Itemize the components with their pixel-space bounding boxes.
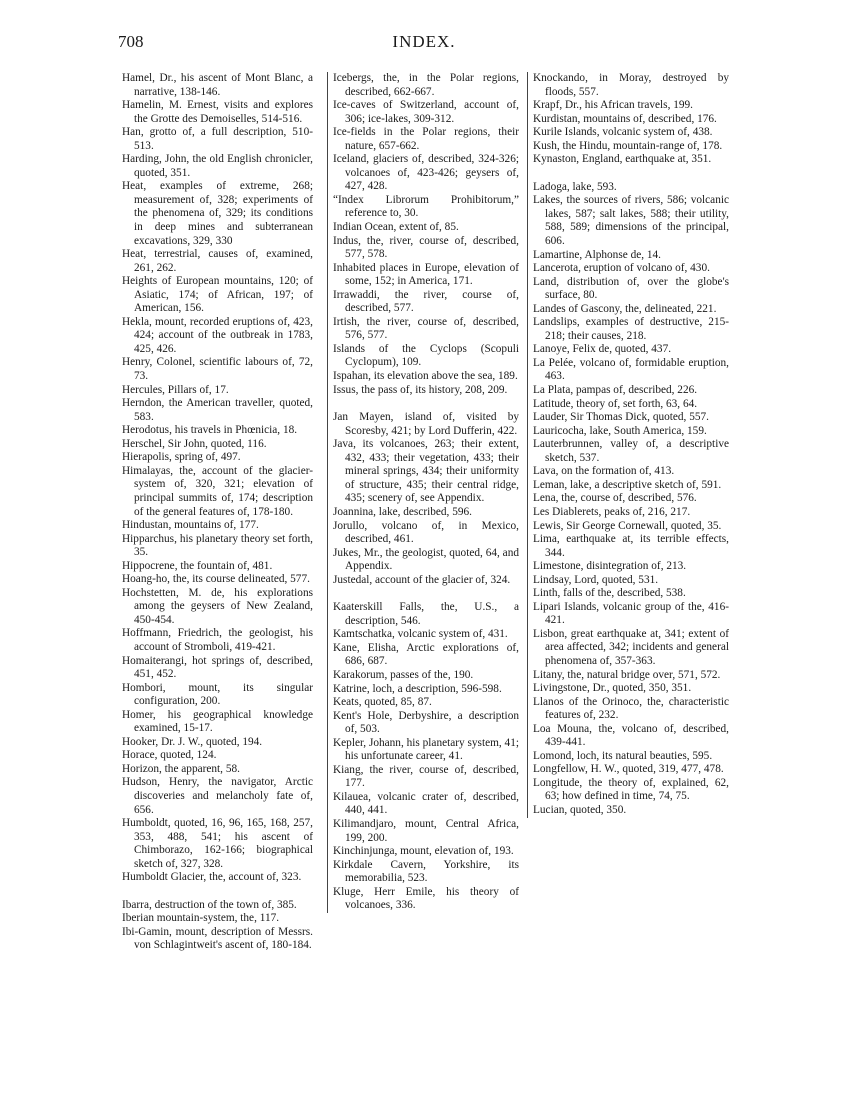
index-entry: Longfellow, H. W., quoted, 319, 477, 478. xyxy=(533,763,724,776)
index-entry: Indus, the, river, course of, described, 577, 578. xyxy=(333,234,519,261)
index-entry: Lewis, Sir George Cornewall, quoted, 35. xyxy=(533,519,722,532)
index-entry: Karakorum, passes of the, 190. xyxy=(333,668,474,681)
index-entry: Landslips, examples of destructive, 215-218; their causes, 218. xyxy=(533,316,729,342)
index-entry: Hamel, Dr., his ascent of Mont Blanc, a narrative, 138-146. xyxy=(122,72,313,98)
index-entry: Katrine, loch, a description, 596-598. xyxy=(333,682,502,695)
index-entry: Herndon, the American traveller, quoted, 583. xyxy=(122,397,313,423)
index-entry: Keats, quoted, 85, 87. xyxy=(333,696,432,709)
index-entry: Kirkdale Cavern, Yorkshire, its memorabilia, 523. xyxy=(333,858,519,885)
index-entry: Hombori, mount, its singular configuration, 200. xyxy=(122,681,313,708)
index-entry: Heat, terrestrial, causes of, examined, 261, 262. xyxy=(122,248,313,274)
index-column-3 xyxy=(527,72,729,818)
index-entry: Lomond, loch, its natural beauties, 595. xyxy=(533,749,713,762)
index-entry: Herodotus, his travels in Phœnicia, 18. xyxy=(122,424,298,437)
index-entry: Livingstone, Dr., quoted, 350, 351. xyxy=(533,682,692,695)
index-entry: Limestone, disintegration of, 213. xyxy=(533,560,687,573)
index-entry: Harding, John, the old English chronicler, quoted, 351. xyxy=(122,153,313,179)
index-entry: Hoffmann, Friedrich, the geologist, his account of Stromboli, 419-421. xyxy=(122,627,313,653)
index-entry: Hoang-ho, the, its course delineated, 577. xyxy=(122,573,310,586)
index-entry: Kane, Elisha, Arctic explorations of, 686, 687. xyxy=(333,641,519,668)
index-entry: Hudson, Henry, the navigator, Arctic discoveries and melancholy fate of, 656. xyxy=(122,776,313,816)
index-entry: La Pelée, volcano of, formidable eruption, 463. xyxy=(533,356,729,383)
index-entry: Lava, on the formation of, 413. xyxy=(533,465,675,478)
index-entry: Ladoga, lake, 593. xyxy=(533,180,617,193)
index-entry: Himalayas, the, account of the glacier-system of, 320, 321; elevation of principal summits of, 174; description of the general features of, 178-180. xyxy=(122,464,313,518)
index-entry: Longitude, the theory of, explained, 62, 63; how defined in time, 74, 75. xyxy=(533,776,729,803)
index-entry: Hippocrene, the fountain of, 481. xyxy=(122,559,273,572)
index-entry: Herschel, Sir John, quoted, 116. xyxy=(122,437,267,450)
index-entry: Irtish, the river, course of, described, 576, 577. xyxy=(333,315,519,342)
index-entry: Ibarra, destruction of the town of, 385. xyxy=(122,898,297,911)
index-entry: Horizon, the apparent, 58. xyxy=(122,762,240,775)
index-entry: Lauder, Sir Thomas Dick, quoted, 557. xyxy=(533,411,709,424)
index-entry: Jorullo, volcano of, in Mexico, described, 461. xyxy=(333,519,519,546)
index-entry: Landes of Gascony, the, delineated, 221. xyxy=(533,302,717,315)
index-entry: Litany, the, natural bridge over, 571, 572. xyxy=(533,668,721,681)
index-entry: Lipari Islands, volcanic group of the, 416-421. xyxy=(533,600,729,627)
index-entry: Iceland, glaciers of, described, 324-326; volcanoes of, 423-426; geysers of, 427, 428. xyxy=(333,153,519,193)
index-entry: Hipparchus, his planetary theory set forth, 35. xyxy=(122,532,313,559)
index-entry: Ice-caves of Switzerland, account of, 306; ice-lakes, 309-312. xyxy=(333,99,519,125)
index-entry: Lamartine, Alphonse de, 14. xyxy=(533,248,661,261)
index-entry: Kepler, Johann, his planetary system, 41; his unfortunate career, 41. xyxy=(333,736,519,763)
index-entry: Homer, his geographical knowledge examined, 15-17. xyxy=(122,708,313,735)
index-column-1 xyxy=(122,72,313,953)
index-entry: Irrawaddi, the river, course of, described, 577. xyxy=(333,288,519,315)
running-head-title: INDEX. xyxy=(392,32,456,51)
index-entry: Ice-fields in the Polar regions, their nature, 657-662. xyxy=(333,126,519,152)
index-entry: Han, grotto of, a full description, 510-513. xyxy=(122,126,313,152)
index-entry: Kinchinjunga, mount, elevation of, 193. xyxy=(333,845,514,858)
index-entry: La Plata, pampas of, described, 226. xyxy=(533,384,698,397)
index-entry: Les Diablerets, peaks of, 216, 217. xyxy=(533,505,691,518)
index-entry: Lanoye, Felix de, quoted, 437. xyxy=(533,343,672,356)
index-entry: Lakes, the sources of rivers, 586; volcanic lakes, 587; salt lakes, 588; their utility, 588, 589; dimensions of the principal, 606. xyxy=(533,194,729,248)
index-entry: Hooker, Dr. J. W., quoted, 194. xyxy=(122,735,263,748)
index-entry: Jukes, Mr., the geologist, quoted, 64, and Appendix. xyxy=(333,546,519,573)
index-entry: Islands of the Cyclops (Scopuli Cyclopum), 109. xyxy=(333,342,519,369)
index-entry: Joannina, lake, described, 596. xyxy=(333,505,472,518)
index-entry: Hindustan, mountains of, 177. xyxy=(122,519,259,532)
index-entry: Leman, lake, a descriptive sketch of, 591. xyxy=(533,478,722,491)
index-entry: Lena, the, course of, described, 576. xyxy=(533,492,697,505)
index-entry: Hierapolis, spring of, 497. xyxy=(122,451,241,464)
index-entry: Lisbon, great earthquake at, 341; extent of area affected, 342; incidents and general phenomena of, 357-363. xyxy=(533,627,729,667)
index-entry: Lancerota, eruption of volcano of, 430. xyxy=(533,262,710,275)
index-column-2 xyxy=(327,72,519,913)
index-entry: Krapf, Dr., his African travels, 199. xyxy=(533,99,693,112)
index-entry: Knockando, in Moray, destroyed by floods, 557. xyxy=(533,72,729,98)
index-entry: Ispahan, its elevation above the sea, 189. xyxy=(333,370,518,383)
index-entry: Kaaterskill Falls, the, U.S., a description, 546. xyxy=(333,601,519,627)
index-columns xyxy=(122,72,728,1082)
index-entry: Llanos of the Orinoco, the, characteristic features of, 232. xyxy=(533,695,729,722)
index-entry: Lauterbrunnen, valley of, a descriptive sketch, 537. xyxy=(533,438,729,464)
index-entry: Kluge, Herr Emile, his theory of volcanoes, 336. xyxy=(333,885,519,912)
page-header xyxy=(118,32,730,56)
index-entry: Humboldt, quoted, 16, 96, 165, 168, 257, 353, 488, 541; his ascent of Chimborazo, 162-166; biographical sketch of, 327, 328. xyxy=(122,817,313,870)
index-entry: Hamelin, M. Ernest, visits and explores the Grotte des Demoiselles, 514-516. xyxy=(122,99,313,125)
index-entry: Kiang, the river, course of, described, 177. xyxy=(333,763,519,790)
index-entry: Land, distribution of, over the globe's surface, 80. xyxy=(533,275,729,302)
index-entry: Lauricocha, lake, South America, 159. xyxy=(533,424,707,437)
index-entry: Homaiterangi, hot springs of, described, 451, 452. xyxy=(122,654,313,681)
index-entry: Indian Ocean, extent of, 85. xyxy=(333,221,459,234)
index-entry: Ibi-Gamin, mount, description of Messrs. von Schlagintweit's ascent of, 180-184. xyxy=(122,925,313,952)
index-entry: Lucian, quoted, 350. xyxy=(533,803,627,816)
index-entry: Linth, falls of the, described, 538. xyxy=(533,587,686,600)
page-number: 708 xyxy=(118,32,144,51)
index-entry: Hercules, Pillars of, 17. xyxy=(122,383,229,396)
index-entry: Justedal, account of the glacier of, 324. xyxy=(333,573,511,586)
index-entry: Kynaston, England, earthquake at, 351. xyxy=(533,153,712,166)
index-entry: Issus, the pass of, its history, 208, 209. xyxy=(333,383,508,396)
index-entry: Kilimandjaro, mount, Central Africa, 199, 200. xyxy=(333,817,519,844)
index-entry: Inhabited places in Europe, elevation of some, 152; in America, 171. xyxy=(333,261,519,288)
index-entry: Kush, the Hindu, mountain-range of, 178. xyxy=(533,139,723,152)
index-entry: “Index Librorum Prohibitorum,” reference to, 30. xyxy=(333,193,519,220)
index-entry: Lindsay, Lord, quoted, 531. xyxy=(533,573,659,586)
index-entry: Heat, examples of extreme, 268; measurement of, 328; experiments of the phenomena of, 329; its conditions in deep mines and subterranean excavations, 329, 330 xyxy=(122,180,313,247)
index-entry: Hekla, mount, recorded eruptions of, 423, 424; account of the outbreak in 1783, 425, 426. xyxy=(122,315,313,355)
index-entry: Loa Mouna, the, volcano of, described, 439-441. xyxy=(533,722,729,749)
index-entry: Hochstetten, M. de, his explorations among the geysers of New Zealand, 450-454. xyxy=(122,586,313,626)
index-entry: Kurdistan, mountains of, described, 176. xyxy=(533,112,717,125)
index-entry: Icebergs, the, in the Polar regions, described, 662-667. xyxy=(333,72,519,98)
index-entry: Latitude, theory of, set forth, 63, 64. xyxy=(533,397,698,410)
index-entry: Horace, quoted, 124. xyxy=(122,749,217,762)
index-entry: Humboldt Glacier, the, account of, 323. xyxy=(122,871,302,884)
index-entry: Kent's Hole, Derbyshire, a description of, 503. xyxy=(333,709,519,736)
index-entry: Henry, Colonel, scientific labours of, 72, 73. xyxy=(122,356,313,383)
index-entry: Heights of European mountains, 120; of Asiatic, 174; of African, 197; of American, 156. xyxy=(122,275,313,315)
index-entry: Java, its volcanoes, 263; their extent, 432, 433; their vegetation, 433; their mineral springs, 434; their uniformity of structure, 435; their central ridge, 435; scenery of, see Appendix. xyxy=(333,438,519,505)
index-entry: Jan Mayen, island of, visited by Scoresby, 421; by Lord Dufferin, 422. xyxy=(333,411,519,437)
index-entry: Iberian mountain-system, the, 117. xyxy=(122,912,280,925)
index-entry: Kilauea, volcanic crater of, described, 440, 441. xyxy=(333,790,519,817)
index-entry: Kamtschatka, volcanic system of, 431. xyxy=(333,628,508,641)
index-entry: Lima, earthquake at, its terrible effects, 344. xyxy=(533,533,729,559)
index-entry: Kurile Islands, volcanic system of, 438. xyxy=(533,126,713,139)
